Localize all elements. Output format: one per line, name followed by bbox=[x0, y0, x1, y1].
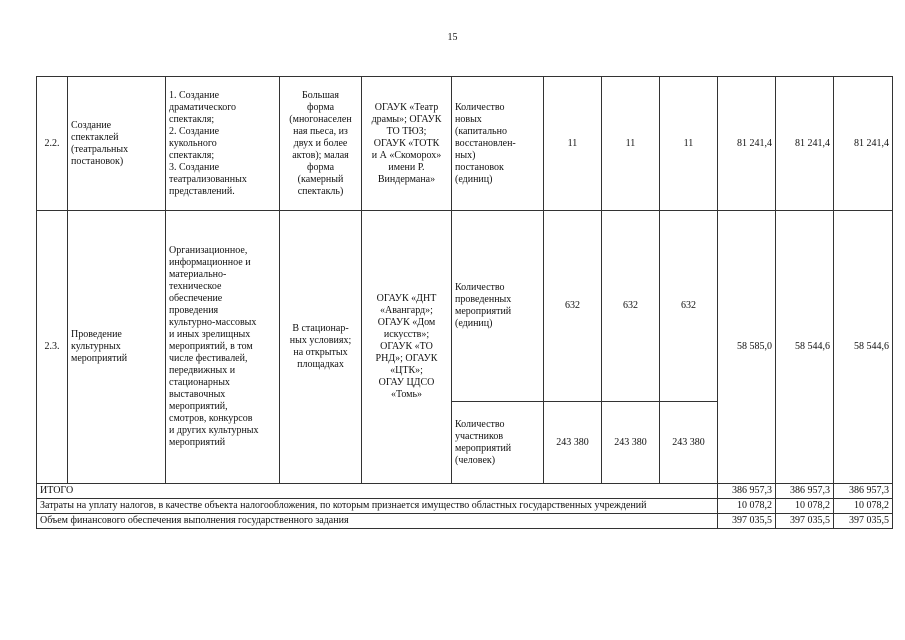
summary-value-3: 397 035,5 bbox=[834, 514, 893, 529]
indicator-value-1: 243 380 bbox=[544, 402, 602, 484]
indicator-name: Количество новых (капитально восстановлен- ных) постановок (единиц) bbox=[452, 77, 544, 211]
summary-value-1: 397 035,5 bbox=[718, 514, 776, 529]
summary-value-2: 386 957,3 bbox=[776, 484, 834, 499]
summary-row-total bbox=[37, 484, 893, 499]
finance-value-1: 58 585,0 bbox=[718, 211, 776, 484]
summary-value-3: 10 078,2 bbox=[834, 499, 893, 514]
indicator-value-3: 11 bbox=[660, 77, 718, 211]
state-task-table bbox=[36, 76, 893, 529]
service-conditions: Большая форма (многонаселен ная пьеса, из двух и более актов); малая форма (камерный спектакль) bbox=[280, 77, 362, 211]
summary-label: ИТОГО bbox=[37, 484, 718, 499]
service-name: Создание спектаклей (театральных постановок) bbox=[68, 77, 166, 211]
finance-value-3: 58 544,6 bbox=[834, 211, 893, 484]
page-number: 15 bbox=[447, 32, 458, 43]
indicator-value-1: 632 bbox=[544, 211, 602, 402]
summary-value-1: 10 078,2 bbox=[718, 499, 776, 514]
summary-row-taxes bbox=[37, 499, 893, 514]
row-number: 2.3. bbox=[37, 211, 68, 484]
summary-value-3: 386 957,3 bbox=[834, 484, 893, 499]
service-content: Организационное, информационное и материально- техническое обеспечение проведения культурно-массовых и иных зрелищных мероприятий, в том числе фестивалей, передвижных и стационарных выставочных мероприятий, смотров, конкурсов и других культурных мероприятий bbox=[166, 211, 280, 484]
indicator-value-3: 632 bbox=[660, 211, 718, 402]
indicator-value-2: 632 bbox=[602, 211, 660, 402]
finance-value-3: 81 241,4 bbox=[834, 77, 893, 211]
indicator-name: Количество участников мероприятий (человек) bbox=[452, 402, 544, 484]
indicator-value-1: 11 bbox=[544, 77, 602, 211]
summary-row-volume bbox=[37, 514, 893, 529]
indicator-value-2: 243 380 bbox=[602, 402, 660, 484]
service-content: 1. Создание драматического спектакля; 2. Создание кукольного спектакля; 3. Создание театрализованных представлений. bbox=[166, 77, 280, 211]
summary-label: Объем финансового обеспечения выполнения государственного задания bbox=[37, 514, 718, 529]
summary-value-2: 397 035,5 bbox=[776, 514, 834, 529]
finance-value-2: 58 544,6 bbox=[776, 211, 834, 484]
summary-value-1: 386 957,3 bbox=[718, 484, 776, 499]
service-name: Проведение культурных мероприятий bbox=[68, 211, 166, 484]
service-conditions: В стационар- ных условиях; на открытых площадках bbox=[280, 211, 362, 484]
indicator-name: Количество проведенных мероприятий (единиц) bbox=[452, 211, 544, 402]
row-number: 2.2. bbox=[37, 77, 68, 211]
table-row bbox=[37, 211, 893, 402]
table-row bbox=[37, 77, 893, 211]
institutions: ОГАУК «ДНТ «Авангард»; ОГАУК «Дом искусств»; ОГАУК «ТО РНД»; ОГАУК «ЦТК»; ОГАУ ЦДСО «Томь» bbox=[362, 211, 452, 484]
finance-value-1: 81 241,4 bbox=[718, 77, 776, 211]
summary-value-2: 10 078,2 bbox=[776, 499, 834, 514]
summary-label: Затраты на уплату налогов, в качестве объекта налогообложения, по которым признается имущество областных государственных учреждений bbox=[37, 499, 718, 514]
indicator-value-2: 11 bbox=[602, 77, 660, 211]
indicator-value-3: 243 380 bbox=[660, 402, 718, 484]
finance-value-2: 81 241,4 bbox=[776, 77, 834, 211]
institutions: ОГАУК «Театр драмы»; ОГАУК ТО ТЮЗ; ОГАУК «ТОТК и А «Скоморох» имени Р. Виндермана» bbox=[362, 77, 452, 211]
